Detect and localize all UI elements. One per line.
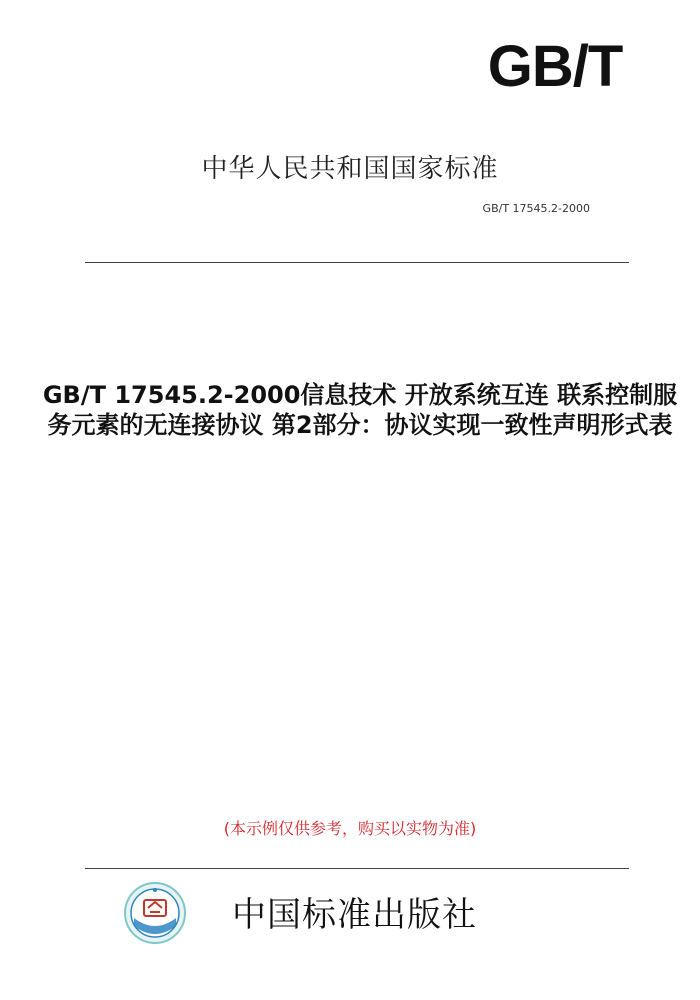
publisher-seal-icon	[124, 882, 186, 944]
standard-code: GB/T 17545.2-2000	[482, 202, 590, 215]
bottom-divider	[85, 868, 629, 869]
gbt-logo: GB/T	[487, 34, 623, 99]
top-divider	[85, 262, 629, 263]
national-standard-heading: 中华人民共和国国家标准	[201, 154, 499, 184]
document-title: GB/T 17545.2-2000信息技术 开放系统互连 联系控制服务元素的无连接协议 第2部分：协议实现一致性声明形式表	[42, 381, 678, 439]
publisher-name: 中国标准出版社	[232, 895, 477, 935]
sample-note: (本示例仅供参考，购买以实物为准)	[223, 819, 477, 838]
